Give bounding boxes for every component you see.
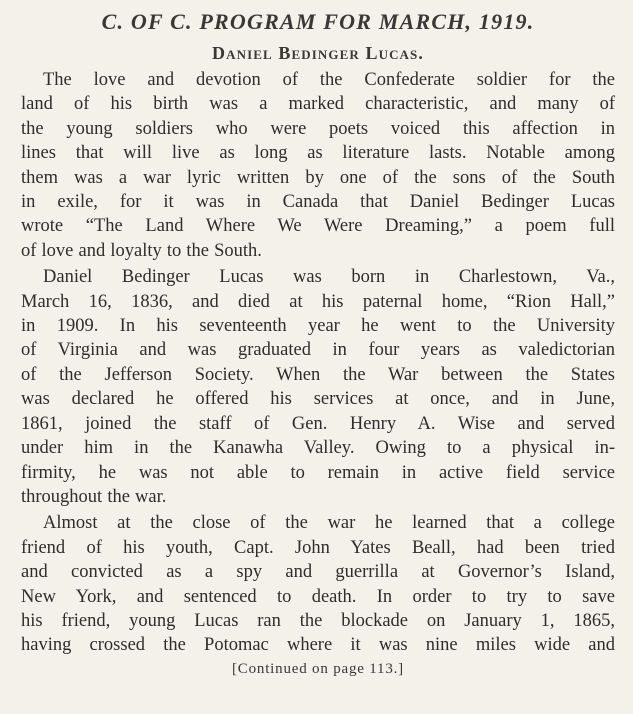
continued-note: [Continued on page 113.]	[232, 660, 404, 677]
text-line: lines that will live as long as literature lasts. Notable among	[21, 143, 615, 164]
text-line: Daniel Bedinger Lucas was born in Charlestown, Va.,	[43, 267, 615, 288]
page-title: C. OF C. PROGRAM FOR MARCH, 1919.	[101, 9, 535, 34]
text-line: of the Jefferson Society. When the War between the States	[21, 364, 615, 385]
text-line: friend of his youth, Capt. John Yates Beall, had been tried	[21, 537, 615, 558]
article-subtitle: Daniel Bedinger Lucas.	[212, 43, 424, 63]
text-line: his friend, young Lucas ran the blockade on January 1, 1865,	[21, 610, 615, 631]
text-line: in exile, for it was in Canada that Daniel Bedinger Lucas	[21, 192, 615, 213]
text-line: and convicted as a spy and guerrilla at Governor’s Island,	[21, 562, 615, 583]
text-line: The love and devotion of the Confederate soldier for the	[43, 70, 615, 90]
text-line: March 16, 1836, and died at his paternal home, “Rion Hall,”	[21, 291, 615, 312]
text-line: having crossed the Potomac where it was nine miles wide and	[21, 635, 615, 656]
text-line: of Virginia and was graduated in four years as valedictorian	[21, 340, 615, 361]
text-line: Almost at the close of the war he learned that a college	[43, 513, 615, 534]
text-line: in 1909. In his seventeenth year he went to the University	[21, 316, 615, 337]
text-line: 1861, joined the staff of Gen. Henry A. Wise and served	[21, 413, 615, 434]
paragraph-2	[21, 265, 615, 509]
text-line: them was a war lyric written by one of the sons of the South	[21, 167, 615, 188]
text-line: under him in the Kanawha Valley. Owing to a physical in-	[21, 438, 615, 459]
text-line: the young soldiers who were poets voiced this affection in	[21, 118, 615, 139]
text-line: of love and loyalty to the South.	[21, 240, 262, 261]
paragraph-3	[21, 511, 615, 657]
text-line: land of his birth was a marked characteristic, and many of	[21, 94, 615, 115]
text-line: throughout the war.	[21, 486, 167, 507]
text-line: firmity, he was not able to remain in active field service	[21, 462, 615, 483]
paragraph-1	[21, 68, 615, 263]
text-line: wrote “The Land Where We Were Dreaming,” a poem full	[21, 216, 615, 237]
text-line: was declared he offered his services at once, and in June,	[21, 389, 615, 410]
text-line: New York, and sentenced to death. In order to try to save	[21, 586, 615, 607]
